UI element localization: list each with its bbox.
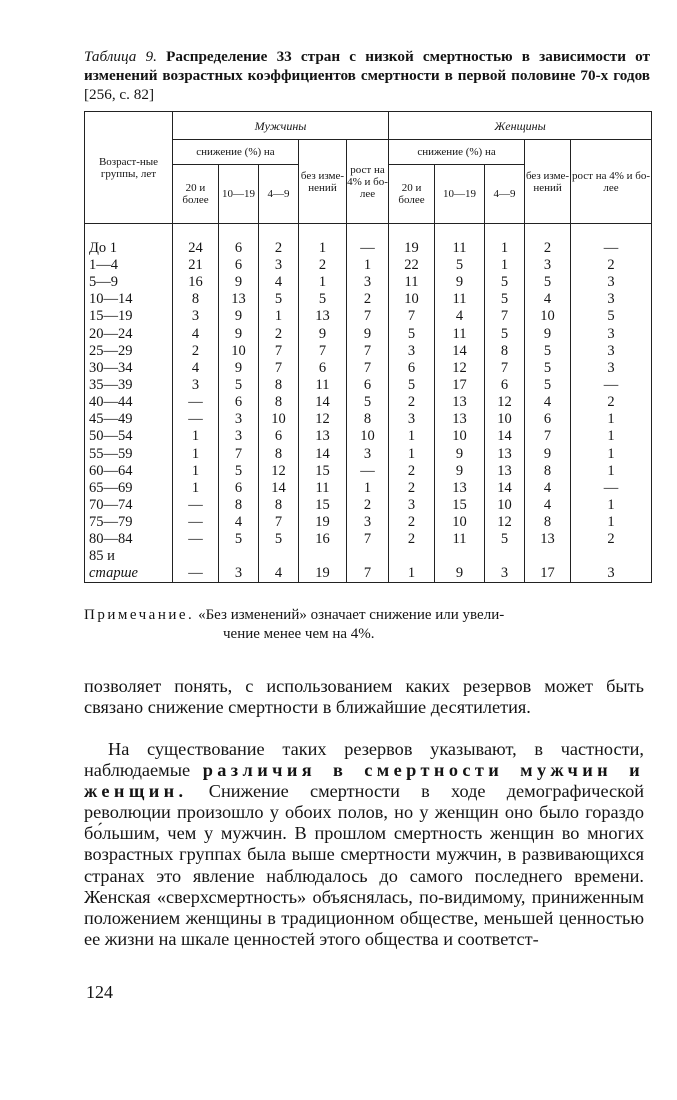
value-cell: 2: [571, 531, 652, 548]
value-cell: 5: [347, 394, 389, 411]
value-cell: 6: [485, 377, 525, 394]
value-cell: —: [571, 377, 652, 394]
value-cell: 14: [485, 428, 525, 445]
value-cell: 8: [259, 377, 299, 394]
men-decrease-header: снижение (%) на: [173, 140, 299, 165]
value-cell: 10: [485, 411, 525, 428]
value-cell: 8: [525, 514, 571, 531]
table-row: [85, 411, 652, 428]
value-cell: 2: [347, 291, 389, 308]
table-row: [85, 497, 652, 514]
value-cell: 5: [389, 326, 435, 343]
value-cell: 2: [389, 394, 435, 411]
value-cell: 4: [525, 480, 571, 497]
value-cell: 6: [219, 224, 259, 258]
value-cell: 2: [571, 257, 652, 274]
table-row: [85, 463, 652, 480]
women-increase-header: рост на 4% и бо-лее: [571, 140, 652, 224]
value-cell: 3: [259, 257, 299, 274]
value-cell: 1: [299, 274, 347, 291]
value-cell: 8: [525, 463, 571, 480]
table-title: Распределение 33 стран с низкой смертностью в зависимости от изменений возрастных коэффициентов смертности в первой половине 70-х годов: [84, 48, 651, 84]
value-cell: 14: [485, 480, 525, 497]
value-cell: 7: [299, 343, 347, 360]
value-cell: 8: [347, 411, 389, 428]
value-cell: 2: [389, 463, 435, 480]
value-cell: 5: [485, 274, 525, 291]
men-col-10-19: 10—19: [219, 165, 259, 224]
value-cell: 6: [219, 257, 259, 274]
value-cell: 3: [347, 514, 389, 531]
table-row: [85, 274, 652, 291]
value-cell: —: [173, 514, 219, 531]
value-cell: 10: [525, 308, 571, 325]
value-cell: 9: [219, 274, 259, 291]
value-cell: 15: [299, 497, 347, 514]
value-cell: 11: [299, 377, 347, 394]
age-cell: 30—34: [85, 360, 173, 377]
value-cell: —: [571, 480, 652, 497]
table-name: Таблица 9.: [84, 48, 157, 65]
value-cell: 5: [525, 377, 571, 394]
value-cell: 10: [347, 428, 389, 445]
value-cell: 8: [259, 394, 299, 411]
value-cell: 3: [219, 548, 259, 583]
value-cell: 11: [435, 224, 485, 258]
value-cell: 1: [485, 257, 525, 274]
value-cell: 9: [219, 360, 259, 377]
value-cell: 9: [435, 463, 485, 480]
value-cell: 9: [219, 308, 259, 325]
value-cell: 1: [571, 428, 652, 445]
value-cell: 7: [347, 531, 389, 548]
value-cell: 7: [259, 514, 299, 531]
value-cell: 1: [571, 497, 652, 514]
value-cell: 21: [173, 257, 219, 274]
value-cell: 2: [173, 343, 219, 360]
value-cell: 12: [259, 463, 299, 480]
women-col-4-9: 4—9: [485, 165, 525, 224]
value-cell: 1: [173, 446, 219, 463]
note-label: Примечание.: [84, 607, 195, 623]
value-cell: 5: [525, 360, 571, 377]
note-text-line1: «Без изменений» означает снижение или увели-: [198, 607, 505, 623]
value-cell: 10: [259, 411, 299, 428]
value-cell: 1: [173, 480, 219, 497]
value-cell: 22: [389, 257, 435, 274]
table-row: [85, 224, 652, 258]
value-cell: 13: [485, 463, 525, 480]
value-cell: 3: [571, 326, 652, 343]
men-increase-header: рост на 4% и бо-лее: [347, 140, 389, 224]
value-cell: 3: [389, 343, 435, 360]
age-cell: 15—19: [85, 308, 173, 325]
value-cell: 9: [525, 446, 571, 463]
value-cell: 3: [389, 411, 435, 428]
value-cell: 3: [571, 274, 652, 291]
age-cell: 5—9: [85, 274, 173, 291]
value-cell: —: [347, 463, 389, 480]
value-cell: 13: [299, 428, 347, 445]
value-cell: 3: [571, 360, 652, 377]
men-col-4-9: 4—9: [259, 165, 299, 224]
value-cell: 9: [347, 326, 389, 343]
value-cell: 14: [299, 394, 347, 411]
value-cell: 5: [485, 326, 525, 343]
value-cell: 3: [525, 257, 571, 274]
table-row: [85, 291, 652, 308]
age-cell: 60—64: [85, 463, 173, 480]
value-cell: 5: [571, 308, 652, 325]
value-cell: 8: [219, 497, 259, 514]
value-cell: 1: [389, 548, 435, 583]
value-cell: 5: [219, 377, 259, 394]
table-row: [85, 257, 652, 274]
value-cell: 1: [173, 428, 219, 445]
age-cell: 45—49: [85, 411, 173, 428]
value-cell: 4: [259, 548, 299, 583]
value-cell: —: [571, 224, 652, 258]
value-cell: 1: [347, 480, 389, 497]
value-cell: 2: [347, 497, 389, 514]
value-cell: 13: [485, 446, 525, 463]
value-cell: 4: [525, 291, 571, 308]
value-cell: 19: [389, 224, 435, 258]
value-cell: 3: [173, 377, 219, 394]
value-cell: 1: [173, 463, 219, 480]
age-cell: 70—74: [85, 497, 173, 514]
men-col-20: 20 и более: [173, 165, 219, 224]
table-row: [85, 308, 652, 325]
age-cell: 80—84: [85, 531, 173, 548]
value-cell: 7: [525, 428, 571, 445]
value-cell: 7: [219, 446, 259, 463]
value-cell: 7: [485, 308, 525, 325]
value-cell: —: [173, 531, 219, 548]
value-cell: 7: [259, 360, 299, 377]
value-cell: 13: [525, 531, 571, 548]
value-cell: 4: [435, 308, 485, 325]
value-cell: 4: [259, 274, 299, 291]
value-cell: 2: [299, 257, 347, 274]
age-cell: 25—29: [85, 343, 173, 360]
value-cell: 14: [435, 343, 485, 360]
women-col-20: 20 и более: [389, 165, 435, 224]
age-cell: 1—4: [85, 257, 173, 274]
table-row-85-plus: [85, 548, 652, 583]
value-cell: 8: [485, 343, 525, 360]
value-cell: 4: [219, 514, 259, 531]
note-text-line2: чение менее чем на 4%.: [223, 626, 375, 642]
table-row: [85, 377, 652, 394]
mortality-table: [84, 111, 652, 583]
value-cell: 9: [525, 326, 571, 343]
table-row: [85, 326, 652, 343]
value-cell: 14: [299, 446, 347, 463]
value-cell: 5: [525, 343, 571, 360]
women-header: Женщины: [389, 112, 652, 140]
value-cell: 3: [347, 274, 389, 291]
value-cell: 4: [173, 326, 219, 343]
value-cell: 4: [173, 360, 219, 377]
value-cell: 13: [435, 394, 485, 411]
value-cell: 12: [485, 514, 525, 531]
table-row: [85, 531, 652, 548]
value-cell: 5: [485, 531, 525, 548]
value-cell: 7: [485, 360, 525, 377]
women-col-10-19: 10—19: [435, 165, 485, 224]
age-group-header: Возраст-ные группы, лет: [85, 112, 173, 224]
value-cell: 13: [435, 480, 485, 497]
value-cell: 11: [435, 326, 485, 343]
value-cell: 9: [435, 548, 485, 583]
paragraph-1: позволяет понять, с использованием каких резервов может быть связано снижение смертности в ближайшие десятилетия.: [84, 676, 644, 718]
age-cell: До 1: [85, 224, 173, 258]
value-cell: 13: [219, 291, 259, 308]
value-cell: 5: [259, 291, 299, 308]
value-cell: 12: [485, 394, 525, 411]
value-cell: —: [173, 548, 219, 583]
value-cell: 5: [435, 257, 485, 274]
value-cell: 11: [389, 274, 435, 291]
men-no-change-header: без изме-нений: [299, 140, 347, 224]
value-cell: 9: [299, 326, 347, 343]
value-cell: 1: [299, 224, 347, 258]
value-cell: 3: [485, 548, 525, 583]
value-cell: 3: [571, 548, 652, 583]
value-cell: 12: [435, 360, 485, 377]
value-cell: 24: [173, 224, 219, 258]
table-row: [85, 343, 652, 360]
table-row: [85, 394, 652, 411]
value-cell: 6: [389, 360, 435, 377]
value-cell: 5: [219, 531, 259, 548]
value-cell: 19: [299, 548, 347, 583]
value-cell: 16: [299, 531, 347, 548]
value-cell: 3: [571, 291, 652, 308]
page-number: 124: [86, 982, 113, 1002]
value-cell: 2: [259, 326, 299, 343]
value-cell: 9: [435, 274, 485, 291]
value-cell: 5: [525, 274, 571, 291]
value-cell: —: [173, 411, 219, 428]
value-cell: 13: [435, 411, 485, 428]
value-cell: 7: [347, 343, 389, 360]
table-row: [85, 446, 652, 463]
value-cell: 2: [389, 514, 435, 531]
age-cell: 65—69: [85, 480, 173, 497]
value-cell: 10: [389, 291, 435, 308]
paragraph-2-start: На существование таких резервов указывают, в частности, наблюдаемые: [84, 739, 644, 781]
value-cell: 1: [571, 463, 652, 480]
value-cell: 2: [259, 224, 299, 258]
value-cell: 8: [259, 446, 299, 463]
value-cell: 16: [173, 274, 219, 291]
value-cell: 3: [219, 411, 259, 428]
age-cell: 10—14: [85, 291, 173, 308]
value-cell: 10: [435, 514, 485, 531]
value-cell: 10: [435, 428, 485, 445]
value-cell: 13: [299, 308, 347, 325]
value-cell: 4: [525, 497, 571, 514]
value-cell: 3: [571, 343, 652, 360]
table-reference: [256, с. 82]: [84, 86, 155, 103]
value-cell: 1: [389, 428, 435, 445]
value-cell: 9: [219, 326, 259, 343]
value-cell: 1: [259, 308, 299, 325]
table-row: [85, 360, 652, 377]
value-cell: 7: [347, 360, 389, 377]
age-cell: 55—59: [85, 446, 173, 463]
value-cell: 1: [485, 224, 525, 258]
value-cell: 3: [219, 428, 259, 445]
value-cell: 2: [525, 224, 571, 258]
age-cell: 35—39: [85, 377, 173, 394]
age-cell: 20—24: [85, 326, 173, 343]
value-cell: 7: [389, 308, 435, 325]
value-cell: 11: [299, 480, 347, 497]
women-decrease-header: снижение (%) на: [389, 140, 525, 165]
emphasized-phrase: различия в смертности мужчин и женщин.: [84, 760, 645, 802]
value-cell: 3: [347, 446, 389, 463]
value-cell: 14: [259, 480, 299, 497]
value-cell: 1: [347, 257, 389, 274]
value-cell: 11: [435, 531, 485, 548]
value-cell: 15: [299, 463, 347, 480]
age-cell: 40—44: [85, 394, 173, 411]
table-row: [85, 514, 652, 531]
table-row: [85, 480, 652, 497]
value-cell: 1: [571, 411, 652, 428]
men-header: Мужчины: [173, 112, 389, 140]
women-no-change-header: без изме-нений: [525, 140, 571, 224]
value-cell: —: [173, 497, 219, 514]
value-cell: 8: [173, 291, 219, 308]
value-cell: 6: [259, 428, 299, 445]
value-cell: 5: [219, 463, 259, 480]
value-cell: 5: [259, 531, 299, 548]
value-cell: 1: [571, 514, 652, 531]
value-cell: 9: [435, 446, 485, 463]
value-cell: 6: [525, 411, 571, 428]
value-cell: 1: [389, 446, 435, 463]
value-cell: 10: [485, 497, 525, 514]
value-cell: 19: [299, 514, 347, 531]
paragraph-2-rest: Снижение смертности в ходе демографической революции произошло у обоих полов, но у женщин оно было гораздо бо́льшим, чем у мужчин. В прошлом смертность женщин во многих возрастных группах была выше смертности мужчин, в развивающихся странах это явление наблюдалось до самого последнего времени. Женская «сверхсмертность» объяснялась, по-видимому, приниженным положением женщины в традиционном обществе, меньшей ценностью ее жизни на шкале ценностей этого общества и соответст-: [84, 781, 645, 949]
value-cell: 6: [347, 377, 389, 394]
paragraph-2: [84, 739, 644, 950]
value-cell: 10: [219, 343, 259, 360]
value-cell: 4: [525, 394, 571, 411]
value-cell: 17: [435, 377, 485, 394]
value-cell: 7: [347, 548, 389, 583]
value-cell: 5: [389, 377, 435, 394]
value-cell: 2: [571, 394, 652, 411]
table-caption: [84, 47, 650, 104]
value-cell: 2: [389, 480, 435, 497]
value-cell: 12: [299, 411, 347, 428]
age-cell: 50—54: [85, 428, 173, 445]
value-cell: 8: [259, 497, 299, 514]
value-cell: 6: [219, 394, 259, 411]
age-cell: 85 и старше: [85, 548, 173, 583]
value-cell: 5: [485, 291, 525, 308]
value-cell: 7: [259, 343, 299, 360]
value-cell: 2: [389, 531, 435, 548]
value-cell: 5: [299, 291, 347, 308]
age-cell: 75—79: [85, 514, 173, 531]
table-note: [84, 606, 650, 644]
value-cell: 6: [219, 480, 259, 497]
value-cell: —: [173, 394, 219, 411]
value-cell: —: [347, 224, 389, 258]
value-cell: 15: [435, 497, 485, 514]
value-cell: 1: [571, 446, 652, 463]
value-cell: 6: [299, 360, 347, 377]
value-cell: 3: [389, 497, 435, 514]
value-cell: 7: [347, 308, 389, 325]
value-cell: 3: [173, 308, 219, 325]
table-row: [85, 428, 652, 445]
value-cell: 11: [435, 291, 485, 308]
value-cell: 17: [525, 548, 571, 583]
